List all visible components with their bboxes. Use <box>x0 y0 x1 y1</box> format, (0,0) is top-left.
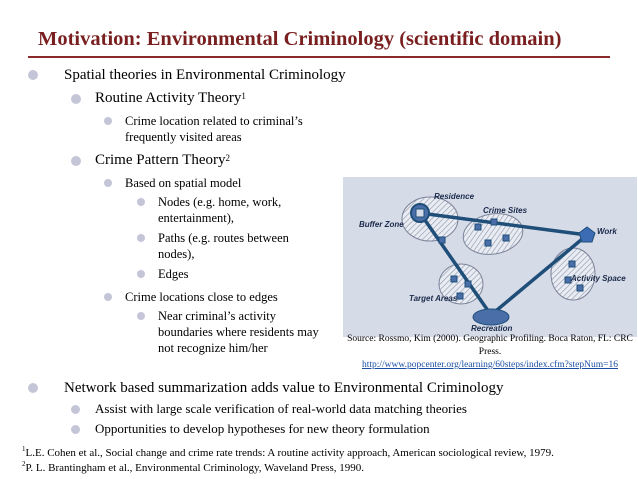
label-activity-space: Activity Space <box>571 274 626 283</box>
residence-area <box>402 197 458 241</box>
bullet-activity-boundaries: Near criminal’s activity boundaries where residents may not recognize him/her <box>158 309 319 355</box>
bullet-spatial-theories: Spatial theories in Environmental Criminology <box>64 67 346 83</box>
bullet-close-to-edges: Crime locations close to edges <box>125 290 278 304</box>
bullet-spatial-model: Based on spatial model <box>125 176 242 190</box>
bullet-dot <box>71 94 81 104</box>
label-buffer-zone: Buffer Zone <box>359 220 404 229</box>
label-work: Work <box>597 227 617 236</box>
label-target-areas: Target Areas <box>409 294 458 303</box>
bullet-large-scale: Assist with large scale verification of real-world data matching theories <box>95 401 467 416</box>
bullet-dot <box>104 293 112 301</box>
bullet-dot <box>71 156 81 166</box>
bullet-dot <box>137 270 145 278</box>
bullet-dot <box>71 405 80 414</box>
bullet-dot <box>137 198 145 206</box>
bullet-dot <box>137 234 145 242</box>
bullet-crime-location: Crime location related to criminal’s frequently visited areas <box>125 114 303 144</box>
figure-source <box>343 333 637 372</box>
title-underline <box>28 56 610 58</box>
bullet-crime-pattern: Crime Pattern Theory$^2$ <box>95 152 231 168</box>
label-recreation: Recreation <box>471 324 513 333</box>
slide-title: Motivation: Environmental Criminology (scientific domain) <box>38 28 562 50</box>
bullet-dot <box>104 179 112 187</box>
bullet-hypotheses: Opportunities to develop hypotheses for new theory formulation <box>95 421 430 436</box>
bullet-edges: Edges <box>158 267 189 281</box>
bullet-dot <box>104 117 112 125</box>
footnote-1: $^1$L.E. Cohen et al., Social change and crime rate trends: A routine activity approach, American sociological review, 1979. <box>22 445 554 459</box>
bullet-dot <box>28 70 38 80</box>
bullet-network-summarization: Network based summarization adds value to Environmental Criminology <box>64 380 504 396</box>
bullet-dot <box>71 425 80 434</box>
crime-pattern-diagram <box>343 177 637 337</box>
label-residence: Residence <box>434 192 475 201</box>
bullet-nodes: Nodes (e.g. home, work, entertainment), <box>158 195 282 225</box>
label-crime-sites: Crime Sites <box>483 206 528 215</box>
bullet-dot <box>28 383 38 393</box>
footnote-2: $^2$P. L. Brantingham et al., Environmental Criminology, Waveland Press, 1990. <box>22 460 365 474</box>
bullet-routine-activity: Routine Activity Theory$^1$ <box>95 90 246 106</box>
bullet-paths: Paths (e.g. routes between nodes), <box>158 231 289 261</box>
bullet-dot <box>137 312 145 320</box>
source-citation: Source: Rossmo, Kim (2000). Geographic Profiling. Boca Raton, FL: CRC Press. <box>347 334 633 357</box>
recreation-node <box>473 309 509 325</box>
source-link[interactable]: http://www.popcenter.org/learning/60steps/index.cfm?stepNum=16 <box>361 360 618 370</box>
house-icon <box>416 209 424 217</box>
